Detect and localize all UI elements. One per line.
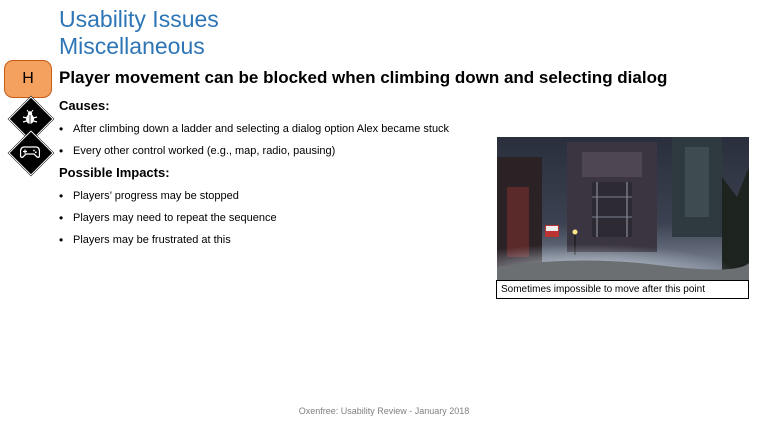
game-screenshot <box>497 137 749 280</box>
slide-footer: Oxenfree: Usability Review - January 2018 <box>298 406 470 416</box>
issue-heading: Player movement can be blocked when climbing down and selecting dialog <box>59 68 668 87</box>
title-line-2: Miscellaneous <box>59 33 205 59</box>
list-item: • Players may be frustrated at this <box>59 229 277 251</box>
severity-badge <box>4 60 52 98</box>
image-caption: Sometimes impossible to move after this point <box>496 280 749 299</box>
causes-label: Causes: <box>59 98 110 113</box>
list-item: • Players may need to repeat the sequence <box>59 207 277 229</box>
severity-label: H <box>22 70 34 87</box>
gamepad-icon <box>13 135 47 169</box>
causes-list <box>59 118 449 162</box>
list-item: • Every other control worked (e.g., map, radio, pausing) <box>59 140 449 162</box>
list-item: • After climbing down a ladder and selecting a dialog option Alex became stuck <box>59 118 449 140</box>
impacts-list <box>59 185 277 251</box>
slide-title <box>59 6 219 60</box>
impacts-label: Possible Impacts: <box>59 165 170 180</box>
list-item: • Players’ progress may be stopped <box>59 185 277 207</box>
title-line-1: Usability Issues <box>59 6 219 32</box>
